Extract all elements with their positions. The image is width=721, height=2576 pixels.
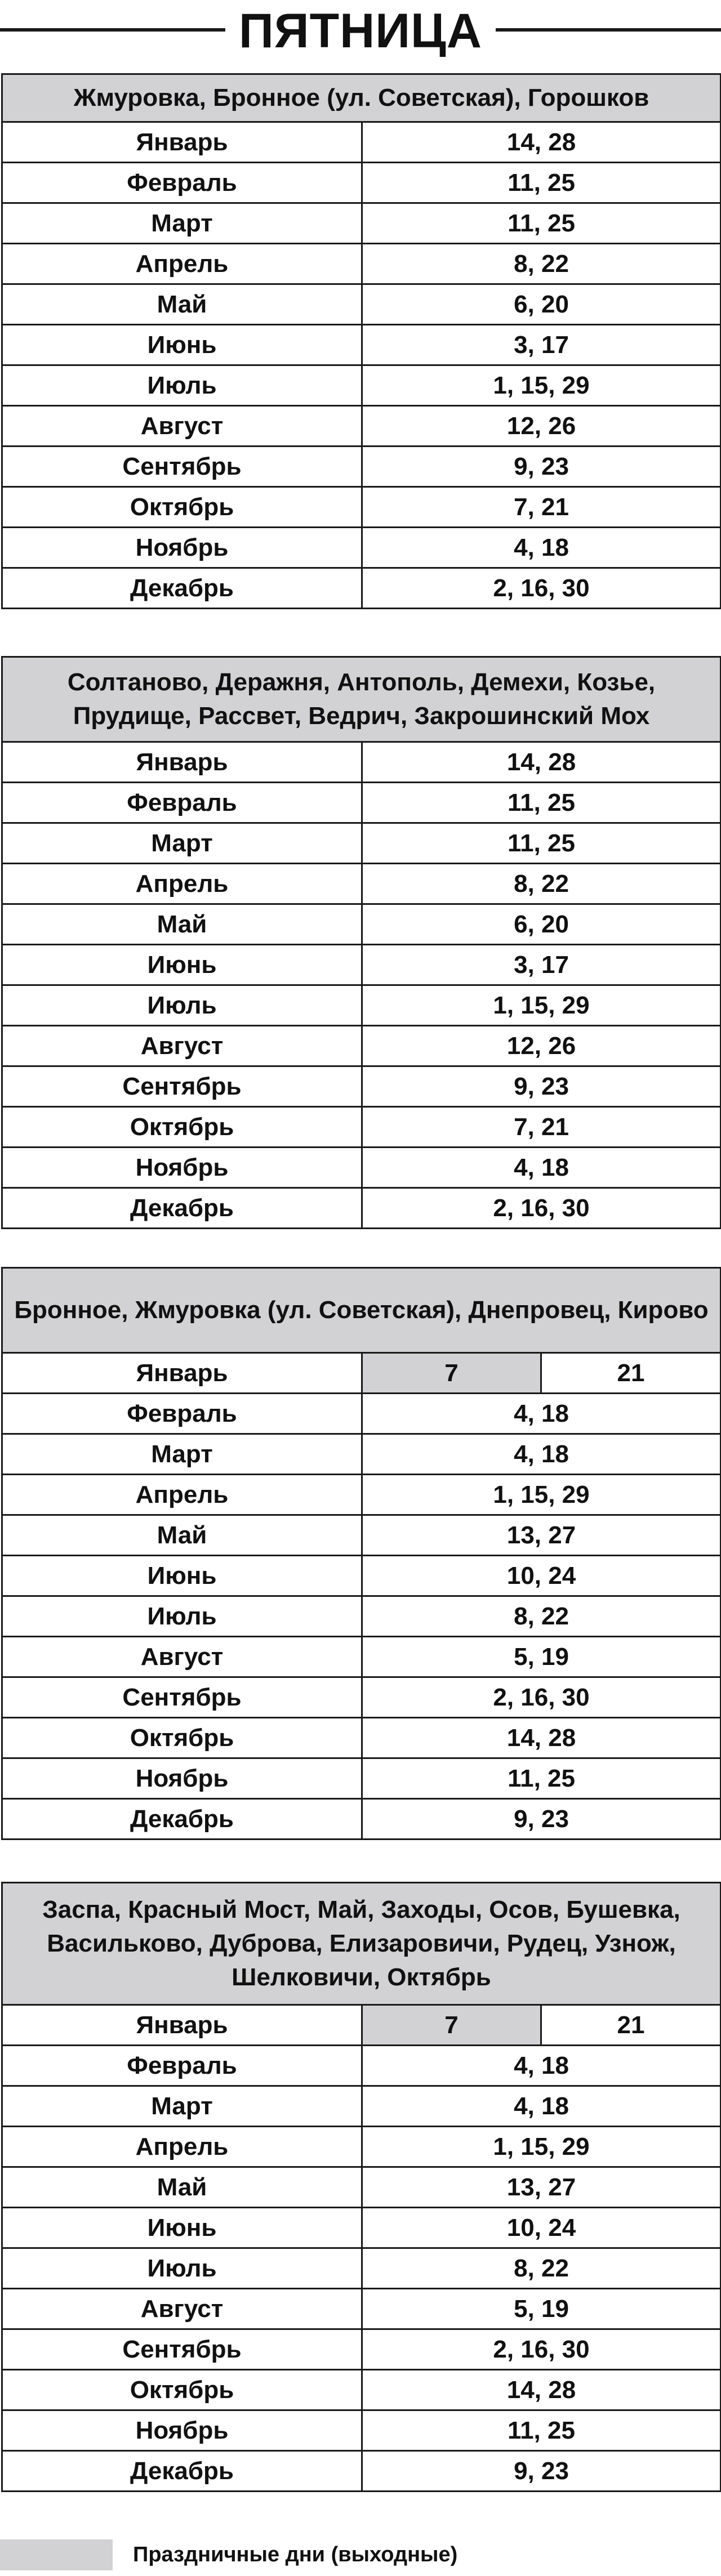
- dates-cell: 6, 20: [362, 284, 721, 325]
- month-cell: Май: [2, 284, 362, 325]
- month-cell: Февраль: [2, 2046, 362, 2086]
- dates-cell: 4, 18: [362, 2086, 721, 2127]
- dates-cell: 11, 25: [362, 1758, 721, 1799]
- table-row: [2, 904, 721, 945]
- dates-cell: 3, 17: [362, 325, 721, 365]
- month-cell: Декабрь: [2, 568, 362, 609]
- dates-cell: 8, 22: [362, 2248, 721, 2289]
- dates-cell: 4, 18: [362, 1394, 721, 1434]
- table-row: [2, 568, 721, 609]
- dates-cell: 4, 18: [362, 1434, 721, 1475]
- dates-cell: 8, 22: [362, 864, 721, 904]
- dates-cell: 8, 22: [362, 244, 721, 284]
- dates-cell: 6, 20: [362, 904, 721, 945]
- table-row: [2, 244, 721, 284]
- dates-cell: 12, 26: [362, 1026, 721, 1066]
- table-row: [2, 1434, 721, 1475]
- month-cell: Сентябрь: [2, 1066, 362, 1107]
- schedule-table: [1, 1267, 721, 1840]
- dates-cell: 13, 27: [362, 2167, 721, 2208]
- table-row: [2, 1718, 721, 1758]
- table-row: [2, 163, 721, 203]
- table-header: Жмуровка, Бронное (ул. Советская), Горошков: [2, 74, 721, 122]
- dates-cell: 3, 17: [362, 945, 721, 985]
- month-cell: Ноябрь: [2, 1148, 362, 1188]
- dates-cell: 14, 28: [362, 122, 721, 163]
- month-cell: Июнь: [2, 1556, 362, 1596]
- dates-cell: 1, 15, 29: [362, 2127, 721, 2167]
- dates-cell: 2, 16, 30: [362, 568, 721, 609]
- month-cell: Август: [2, 406, 362, 447]
- table-row: [2, 2086, 721, 2127]
- dates-cell: 1, 15, 29: [362, 365, 721, 406]
- month-cell: Январь: [2, 122, 362, 163]
- dates-cell: 14, 28: [362, 742, 721, 783]
- dates-cell: 12, 26: [362, 406, 721, 447]
- table-row: [2, 864, 721, 904]
- schedule-table: [1, 1882, 721, 2492]
- month-cell: Сентябрь: [2, 2329, 362, 2370]
- table-row: [2, 1799, 721, 1840]
- table-row: [2, 1758, 721, 1799]
- table-row: [2, 406, 721, 447]
- month-cell: Январь: [2, 2005, 362, 2046]
- month-cell: Март: [2, 2086, 362, 2127]
- month-cell: Июнь: [2, 945, 362, 985]
- month-cell: Октябрь: [2, 2370, 362, 2410]
- month-cell: Июль: [2, 1596, 362, 1637]
- table-row: [2, 985, 721, 1026]
- dates-cell: 4, 18: [362, 1148, 721, 1188]
- table-row: [2, 1596, 721, 1637]
- table-row: [2, 1188, 721, 1229]
- table-row: [2, 1556, 721, 1596]
- table-row: [2, 2208, 721, 2248]
- table-row: [2, 2329, 721, 2370]
- month-cell: Декабрь: [2, 2451, 362, 2492]
- dates-cell: 11, 25: [362, 2410, 721, 2451]
- dates-cell: 8, 22: [362, 1596, 721, 1637]
- table-header: Солтаново, Деражня, Антополь, Демехи, Козье, Прудище, Рассвет, Ведрич, Закрошинский Мох: [2, 657, 721, 742]
- table-row: [2, 325, 721, 365]
- month-cell: Август: [2, 2289, 362, 2329]
- schedule-table: [1, 73, 721, 609]
- month-cell: Ноябрь: [2, 2410, 362, 2451]
- table-row: [2, 945, 721, 985]
- month-cell: Февраль: [2, 783, 362, 823]
- table-header-row: [2, 1883, 721, 2005]
- table-row: [2, 447, 721, 487]
- table-row: [2, 2005, 721, 2046]
- dates-cell: 9, 23: [362, 1799, 721, 1840]
- month-cell: Март: [2, 203, 362, 244]
- dates-cell: 1, 15, 29: [362, 1475, 721, 1515]
- dates-cell: 11, 25: [362, 203, 721, 244]
- dates-cell: 14, 28: [362, 1718, 721, 1758]
- table-row: [2, 1026, 721, 1066]
- dates-cell: 14, 28: [362, 2370, 721, 2410]
- month-cell: Сентябрь: [2, 447, 362, 487]
- dates-cell: 11, 25: [362, 823, 721, 864]
- legend-swatch: [0, 2539, 113, 2570]
- dates-cell: 5, 19: [362, 2289, 721, 2329]
- table-row: [2, 1066, 721, 1107]
- table-row: [2, 284, 721, 325]
- month-cell: Март: [2, 1434, 362, 1475]
- date-cell: 21: [541, 2005, 721, 2046]
- dates-cell: 2, 16, 30: [362, 1188, 721, 1229]
- month-cell: Апрель: [2, 2127, 362, 2167]
- table-row: [2, 2127, 721, 2167]
- page-title-row: [0, 0, 721, 62]
- dates-cell: 1, 15, 29: [362, 985, 721, 1026]
- month-cell: Май: [2, 904, 362, 945]
- dates-cell: 10, 24: [362, 1556, 721, 1596]
- month-cell: Август: [2, 1637, 362, 1677]
- table-header: Заспа, Красный Мост, Май, Заходы, Осов, Бушевка, Васильково, Дуброва, Елизаровичи, Рудец, Узнож, Шелковичи, Октябрь: [2, 1883, 721, 2005]
- table-header-row: [2, 657, 721, 742]
- month-cell: Май: [2, 2167, 362, 2208]
- month-cell: Июнь: [2, 325, 362, 365]
- table-row: [2, 528, 721, 568]
- dates-cell: 4, 18: [362, 2046, 721, 2086]
- table-row: [2, 203, 721, 244]
- table-row: [2, 1148, 721, 1188]
- table-row: [2, 742, 721, 783]
- month-cell: Ноябрь: [2, 1758, 362, 1799]
- table-row: [2, 1677, 721, 1718]
- month-cell: Январь: [2, 1353, 362, 1394]
- table-row: [2, 783, 721, 823]
- dates-cell: 9, 23: [362, 447, 721, 487]
- table-row: [2, 2289, 721, 2329]
- table-row: [2, 365, 721, 406]
- month-cell: Май: [2, 1515, 362, 1556]
- table-row: [2, 1353, 721, 1394]
- table-header-row: [2, 74, 721, 122]
- table-header: Бронное, Жмуровка (ул. Советская), Днепровец, Кирово: [2, 1268, 721, 1353]
- month-cell: Октябрь: [2, 487, 362, 528]
- table-row: [2, 2046, 721, 2086]
- holiday-date-cell: 7: [362, 2005, 541, 2046]
- table-row: [2, 1475, 721, 1515]
- month-cell: Декабрь: [2, 1799, 362, 1840]
- table-row: [2, 1515, 721, 1556]
- dates-cell: 7, 21: [362, 487, 721, 528]
- month-cell: Октябрь: [2, 1107, 362, 1148]
- dates-cell: 9, 23: [362, 1066, 721, 1107]
- table-row: [2, 2370, 721, 2410]
- table-row: [2, 2451, 721, 2492]
- dates-cell: 7, 21: [362, 1107, 721, 1148]
- table-row: [2, 1637, 721, 1677]
- month-cell: Ноябрь: [2, 528, 362, 568]
- dates-cell: 13, 27: [362, 1515, 721, 1556]
- legend: [0, 2534, 721, 2576]
- month-cell: Июль: [2, 985, 362, 1026]
- page-title: ПЯТНИЦА: [238, 4, 482, 58]
- dates-cell: 11, 25: [362, 163, 721, 203]
- dates-cell: 10, 24: [362, 2208, 721, 2248]
- holiday-date-cell: 7: [362, 1353, 541, 1394]
- table-row: [2, 122, 721, 163]
- title-rule-left: [0, 28, 225, 32]
- month-cell: Апрель: [2, 244, 362, 284]
- month-cell: Апрель: [2, 1475, 362, 1515]
- table-row: [2, 1107, 721, 1148]
- legend-label: Праздничные дни (выходные): [133, 2543, 458, 2566]
- month-cell: Сентябрь: [2, 1677, 362, 1718]
- month-cell: Август: [2, 1026, 362, 1066]
- month-cell: Январь: [2, 742, 362, 783]
- month-cell: Июль: [2, 365, 362, 406]
- dates-cell: 2, 16, 30: [362, 1677, 721, 1718]
- month-cell: Апрель: [2, 864, 362, 904]
- table-row: [2, 1394, 721, 1434]
- month-cell: Февраль: [2, 163, 362, 203]
- dates-cell: 11, 25: [362, 783, 721, 823]
- dates-cell: 2, 16, 30: [362, 2329, 721, 2370]
- table-row: [2, 2167, 721, 2208]
- dates-cell: 4, 18: [362, 528, 721, 568]
- month-cell: Июль: [2, 2248, 362, 2289]
- table-row: [2, 2248, 721, 2289]
- dates-cell: 5, 19: [362, 1637, 721, 1677]
- month-cell: Июнь: [2, 2208, 362, 2248]
- table-header-row: [2, 1268, 721, 1353]
- month-cell: Октябрь: [2, 1718, 362, 1758]
- month-cell: Декабрь: [2, 1188, 362, 1229]
- month-cell: Февраль: [2, 1394, 362, 1434]
- schedule-table: [1, 656, 721, 1229]
- date-cell: 21: [541, 1353, 721, 1394]
- month-cell: Март: [2, 823, 362, 864]
- table-row: [2, 2410, 721, 2451]
- title-rule-right: [496, 28, 721, 32]
- table-row: [2, 487, 721, 528]
- dates-cell: 9, 23: [362, 2451, 721, 2492]
- table-row: [2, 823, 721, 864]
